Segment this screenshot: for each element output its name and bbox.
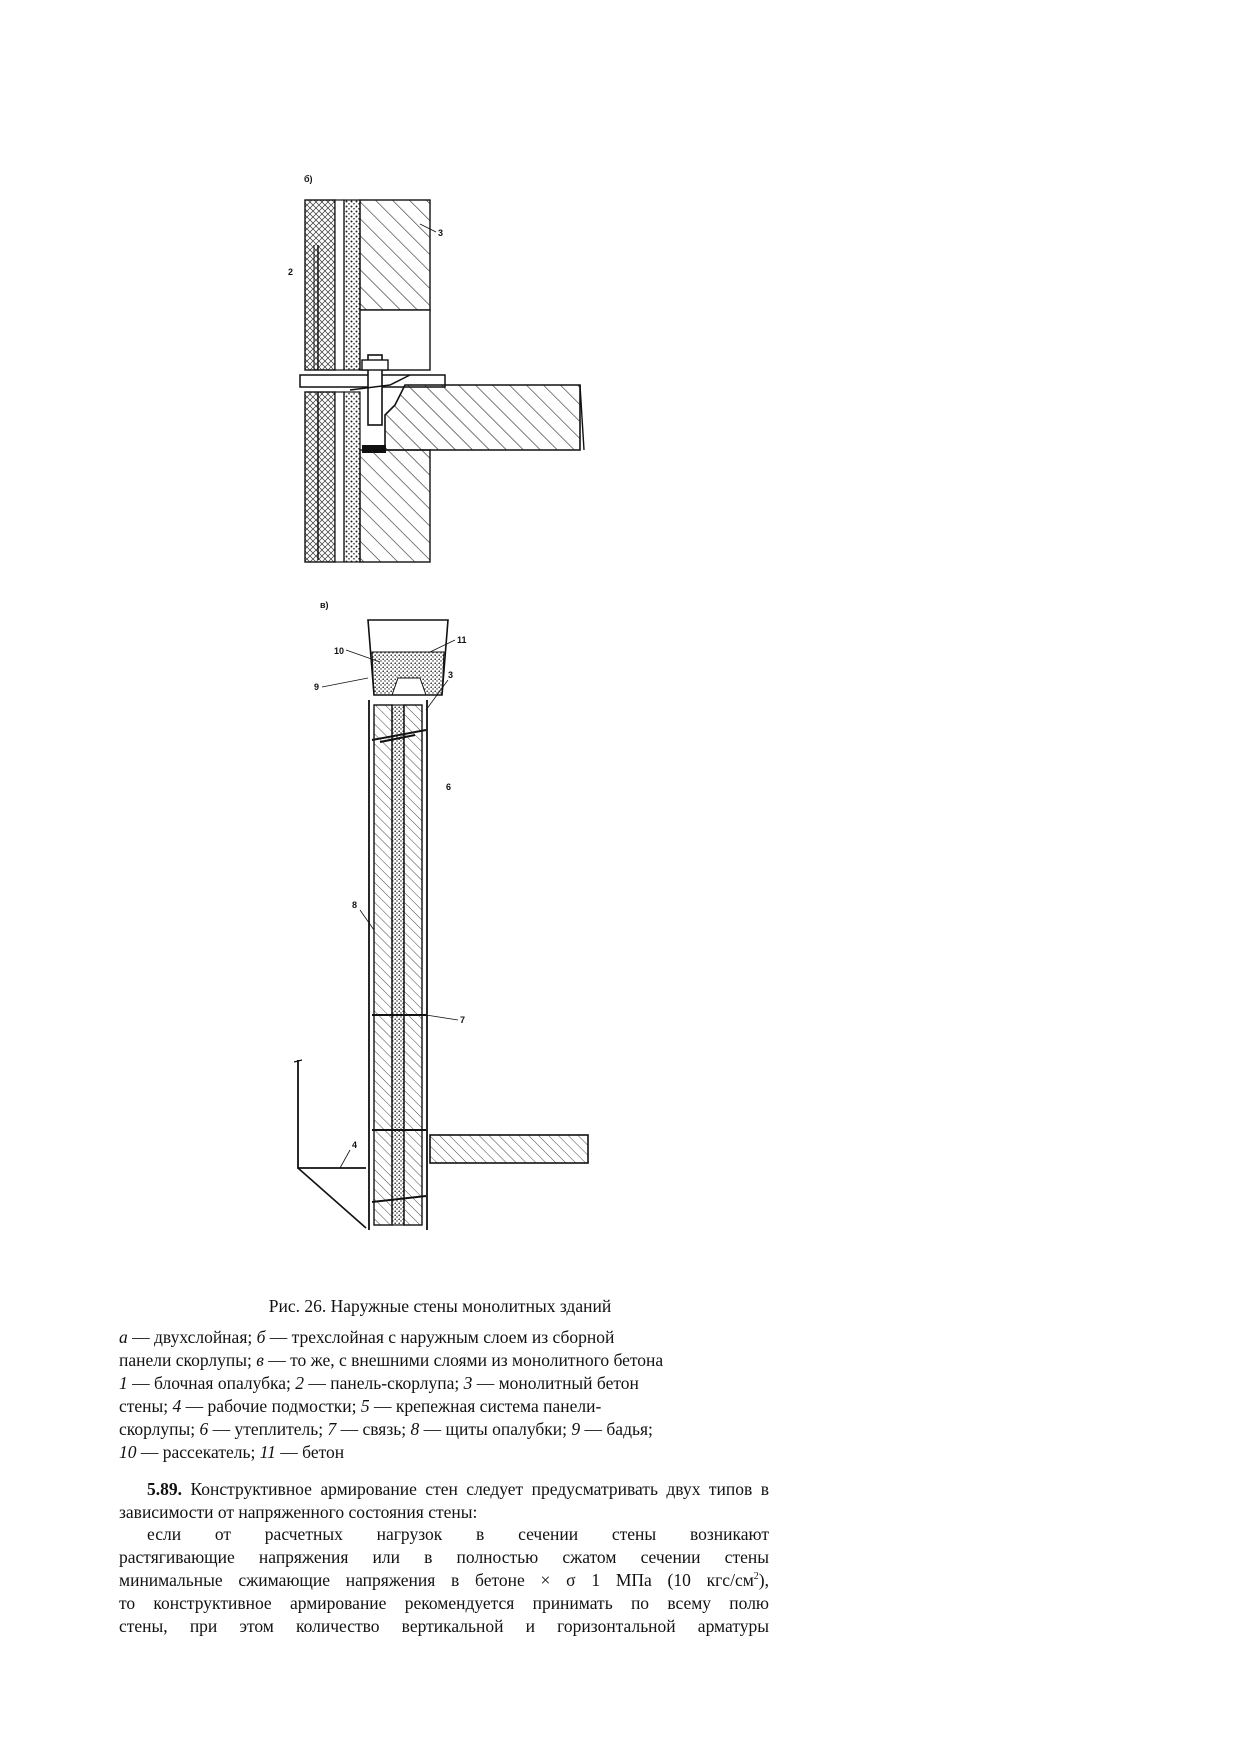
gap-lower (335, 392, 344, 562)
leader-9 (322, 678, 368, 687)
legend-line-6 (119, 1441, 769, 1464)
leader-7 (426, 1015, 458, 1020)
insulation-lower (344, 392, 360, 562)
paragraph-number: 5.89. (147, 1479, 182, 1499)
monolithic-concrete-lower (360, 450, 430, 562)
monolithic-concrete-upper (360, 200, 430, 310)
legend-n8: 8 (410, 1419, 420, 1439)
condition-line-1: если от расчетных нагрузок в сечении стены возникают (147, 1524, 769, 1544)
legend-b-letter: б (256, 1327, 266, 1347)
legend-n5-text2: скорлупы; (119, 1419, 200, 1439)
legend-n9-text: — бадья; (580, 1419, 653, 1439)
condition-line-3a: минимальные сжимающие напряжения в бетоне × σ 1 МПа (10 кгс/см (119, 1570, 754, 1590)
condition-line-3 (119, 1569, 769, 1592)
legend-n1: 1 (119, 1373, 128, 1393)
scaffold-rail (294, 1060, 302, 1062)
legend-line-4 (119, 1395, 769, 1418)
shell-panel-upper (305, 200, 335, 370)
legend-n11: 11 (259, 1442, 276, 1462)
legend-b-text2: панели скорлупы; (119, 1350, 257, 1370)
figure-v-panel-label: в) (320, 600, 329, 610)
shell-panel-lower (305, 392, 335, 562)
scaffold-brace (298, 1168, 366, 1228)
legend-n2-text: — панель-скорлупа; (304, 1373, 464, 1393)
condition-line-5: стены, при этом количество вертикальной и горизонтальной арматуры (119, 1616, 769, 1636)
paragraph-5-89 (119, 1478, 769, 1524)
legend-v-text: — то же, с внешними слоями из монолитного бетона (263, 1350, 664, 1370)
outer-concrete-layer (374, 705, 392, 1225)
gap-upper (335, 200, 344, 370)
figure-v-callout-8: 8 (352, 900, 358, 910)
figure-v-callout-10: 10 (334, 646, 345, 656)
condition-line-3b: ), (758, 1570, 769, 1590)
figure-v-callout-6: 6 (446, 782, 452, 792)
leader-4 (340, 1150, 350, 1168)
legend-n9: 9 (571, 1419, 581, 1439)
condition-line-4: то конструктивное армирование рекомендуется принимать по всему полю (119, 1593, 769, 1613)
legend-n6-text: — утеплитель; (208, 1419, 328, 1439)
legend-n7-text: — связь; (336, 1419, 411, 1439)
floor-slab-v (430, 1135, 588, 1163)
legend-v-letter: в (256, 1350, 264, 1370)
legend-line-5 (119, 1418, 769, 1441)
legend-line-1 (119, 1326, 769, 1349)
insulation-layer (392, 705, 404, 1225)
legend-n5: 5 (360, 1396, 370, 1416)
scaffold-frame (298, 1060, 366, 1168)
figure-b-callout-3: 3 (438, 228, 444, 238)
legend-line-2 (119, 1349, 769, 1372)
figure-v-callout-7: 7 (460, 1015, 466, 1025)
legend-n3-text2: стены; (119, 1396, 173, 1416)
legend-line-3 (119, 1372, 769, 1395)
legend-n7: 7 (327, 1419, 337, 1439)
legend-b-text: — трехслойная с наружным слоем из сборной (265, 1327, 615, 1347)
figure-v-callout-9: 9 (314, 682, 320, 692)
figure-b-callout-2: 2 (288, 267, 294, 277)
leader-8 (360, 910, 374, 930)
figure-v-drawing (250, 590, 610, 1270)
floor-slab (385, 385, 580, 450)
legend-n10-text: — рассекатель; (136, 1442, 260, 1462)
legend-n2: 2 (295, 1373, 305, 1393)
figure-v-callout-3: 3 (448, 670, 454, 680)
legend-n4: 4 (172, 1396, 182, 1416)
inner-concrete-layer (404, 705, 422, 1225)
legend-n3: 3 (463, 1373, 473, 1393)
legend-n6: 6 (199, 1419, 209, 1439)
condition-line-2: растягивающие напряжения или в полностью сжатом сечении стены (119, 1547, 769, 1567)
legend-n5-text: — крепежная система панели- (369, 1396, 602, 1416)
legend-a-text: — двухслойная; (127, 1327, 257, 1347)
insulation-upper (344, 200, 360, 370)
legend-n10: 10 (119, 1442, 137, 1462)
superscript-2: 2 (753, 1571, 759, 1583)
paragraph-condition (119, 1523, 769, 1638)
nut (362, 360, 388, 370)
figure-caption-title: Рис. 26. Наружные стены монолитных зданий (268, 1296, 612, 1316)
legend-n4-text: — рабочие подмостки; (181, 1396, 361, 1416)
figure-legend (119, 1326, 769, 1464)
figure-b-drawing (250, 160, 610, 570)
figure-v-callout-4: 4 (352, 1140, 358, 1150)
legend-n11-text: — бетон (275, 1442, 345, 1462)
paragraph-5-89-text: Конструктивное армирование стен следует предусматривать двух типов в зависимости от напряженного состояния стены: (119, 1479, 769, 1522)
legend-a-letter: а (119, 1327, 128, 1347)
legend-n8-text: — щиты опалубки; (419, 1419, 572, 1439)
legend-n3-text: — монолитный бетон (472, 1373, 639, 1393)
figure-v-callout-11: 11 (457, 635, 467, 645)
figure-b-panel-label: б) (304, 174, 313, 184)
legend-n1-text: — блочная опалубка; (127, 1373, 296, 1393)
